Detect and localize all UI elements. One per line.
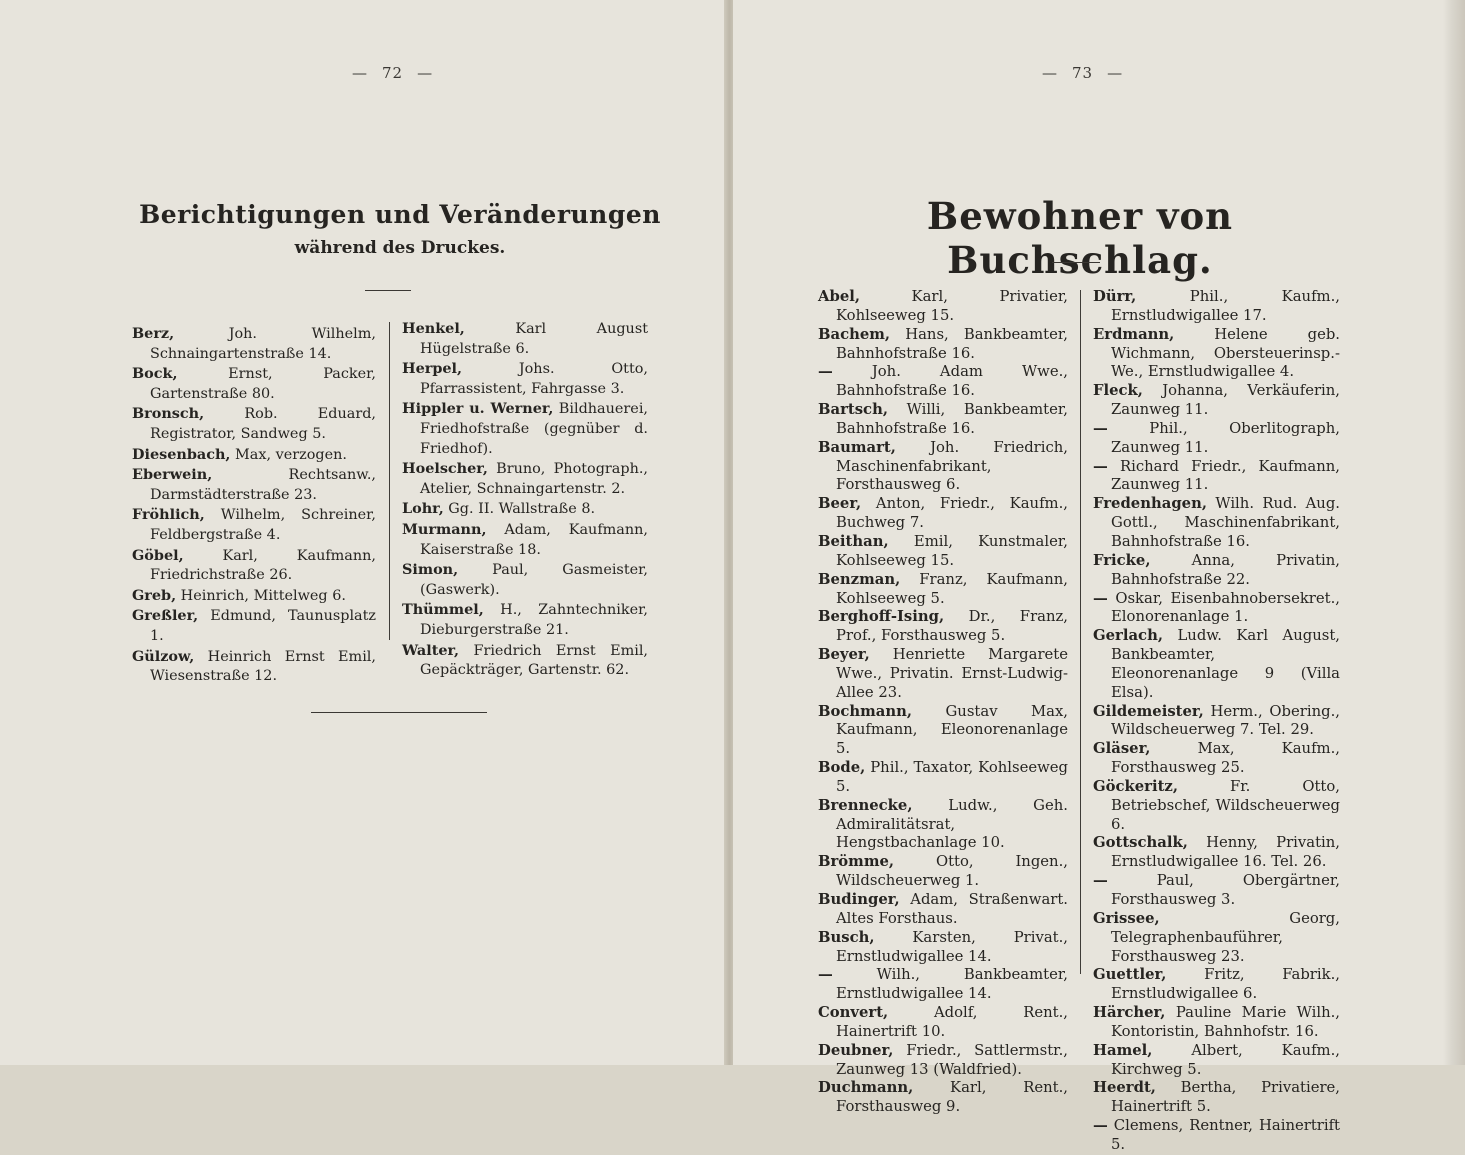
entry-name: Hamel, <box>1093 1041 1153 1059</box>
entry-name: Bachem, <box>818 325 891 343</box>
entry-name: — <box>1093 1117 1108 1135</box>
directory-entry <box>1093 1079 1340 1117</box>
directory-entry <box>1093 382 1340 420</box>
entry-name: Greb, <box>132 586 177 604</box>
directory-entry <box>402 499 648 520</box>
entry-details: Bruno, Photograph., Atelier, Schnaingartenstr. 2. <box>420 461 648 497</box>
directory-entry <box>818 853 1068 891</box>
entry-name: Grissee, <box>1093 909 1160 927</box>
entry-name: Herpel, <box>402 360 463 378</box>
directory-entry <box>402 641 648 681</box>
entry-details: Wilh., Bankbeamter, Ernstludwigallee 14. <box>832 966 1068 1003</box>
entry-details: Rechtsanw., Darmstädterstraße 23. <box>150 467 376 503</box>
entry-details: Dr., Franz, Prof., Forsthausweg 5. <box>836 608 1068 645</box>
directory-entry <box>818 646 1068 703</box>
entry-details: Oskar, Eisenbahnobersekret., Elonorenanlage 1. <box>1107 589 1340 626</box>
entry-name: Fleck, <box>1093 382 1143 400</box>
directory-entry <box>402 600 648 640</box>
directory-entry <box>1093 703 1340 741</box>
entry-details: Ernst, Packer, Gartenstraße 80. <box>150 366 376 402</box>
entry-details: Henny, Privatin, Ernstludwigallee 16. Tel. 26. <box>1111 834 1340 871</box>
entry-details: Fritz, Fabrik., Ernstludwigallee 6. <box>1111 966 1340 1003</box>
entry-name: Eberwein, <box>132 466 213 484</box>
entry-name: Greßler, <box>132 607 199 625</box>
directory-entry <box>1093 627 1340 702</box>
entry-details: Gg. II. Wallstraße 8. <box>443 501 596 518</box>
entry-details: Rob. Eduard, Registrator, Sandweg 5. <box>150 406 376 442</box>
entry-name: — <box>1093 419 1108 437</box>
page-number-72: — 72 — <box>352 64 434 82</box>
directory-entry <box>818 401 1068 439</box>
entry-details: Karl, Privatier, Kohlseeweg 15. <box>836 288 1068 324</box>
entry-name: — <box>1093 872 1108 890</box>
directory-entry <box>402 459 648 499</box>
entry-name: Erdmann, <box>1093 325 1175 343</box>
entry-name: Gottschalk, <box>1093 834 1188 852</box>
directory-entry <box>818 288 1068 326</box>
entry-name: Gerlach, <box>1093 627 1163 645</box>
entry-details: Emil, Kunstmaler, Kohlseeweg 15. <box>836 532 1068 569</box>
entries-column-2 <box>402 319 648 681</box>
entry-details: Ludw. Karl August, Bankbeamter, Eleonorenanlage 9 (Villa Elsa). <box>1111 627 1340 701</box>
entry-name: Gläser, <box>1093 740 1151 758</box>
directory-entry <box>402 520 648 560</box>
entry-details: Ludw., Geh. Admiralitätsrat, Hengstbachanlage 10. <box>836 796 1068 852</box>
directory-entry <box>402 560 648 600</box>
directory-entry <box>1093 1004 1340 1042</box>
entry-details: Henriette Margarete Wwe., Privatin. Ernst-Ludwig-Allee 23. <box>836 646 1068 701</box>
entry-name: Guettler, <box>1093 966 1167 984</box>
entry-details: Phil., Taxator, Kohlseeweg 5. <box>836 759 1068 795</box>
directory-entry <box>818 797 1068 854</box>
directory-entry <box>818 326 1068 364</box>
entry-name: Benzman, <box>818 570 901 588</box>
entry-details: Paul, Gasmeister, (Gaswerk). <box>420 562 648 598</box>
entry-details: Friedr., Sattlermstr., Zaunweg 13 (Waldfried). <box>836 1041 1068 1078</box>
column-divider <box>389 322 390 640</box>
entry-details: Bildhauerei, Friedhofstraße (gegnüber d. Friedhof). <box>420 401 648 457</box>
entry-name: Beer, <box>818 495 862 513</box>
directory-entry <box>132 404 376 444</box>
entry-name: Bock, <box>132 365 178 383</box>
entry-details: Fr. Otto, Betriebschef, Wildscheuerweg 6. <box>1111 777 1340 833</box>
directory-entry <box>818 363 1068 401</box>
directory-entry <box>1093 966 1340 1004</box>
entry-name: Lohr, <box>402 500 444 518</box>
entry-details: Karl August Hügelstraße 6. <box>420 321 648 357</box>
entry-name: Budinger, <box>818 891 900 908</box>
directory-entry <box>1093 590 1340 628</box>
directory-entry <box>818 495 1068 533</box>
directory-entry <box>132 445 376 466</box>
entry-name: Busch, <box>818 928 875 946</box>
entry-name: Bode, <box>818 759 866 777</box>
entry-details: Anton, Friedr., Kaufm., Buchweg 7. <box>836 495 1068 532</box>
entry-details: Willi, Bankbeamter, Bahnhofstraße 16. <box>836 401 1068 437</box>
entry-name: Gülzow, <box>132 647 195 665</box>
entry-details: Clemens, Rentner, Hainertrift 5. <box>1107 1117 1340 1153</box>
entry-details: Gustav Max, Kaufmann, Eleonorenanlage 5. <box>836 702 1068 758</box>
entry-details: Edmund, Taunusplatz 1. <box>150 608 376 644</box>
column-divider-right <box>1080 290 1081 974</box>
entry-name: Bronsch, <box>132 405 205 423</box>
directory-entry <box>818 1079 1068 1117</box>
entry-name: Abel, <box>818 288 861 305</box>
entry-details: Karl, Kaufmann, Friedrichstraße 26. <box>150 547 376 584</box>
entry-name: Göckeritz, <box>1093 777 1178 795</box>
directory-entry <box>818 891 1068 929</box>
entry-name: Fredenhagen, <box>1093 495 1207 513</box>
page-heading-right: Bewohner von Buchschlag. <box>926 194 1234 282</box>
directory-entry <box>1093 458 1340 496</box>
heading-rule <box>365 290 411 291</box>
page-number-73: — 73 — <box>1042 64 1124 82</box>
entry-details: Karl, Rent., Forsthausweg 9. <box>836 1079 1068 1116</box>
entry-details: Franz, Kaufmann, Kohlseeweg 5. <box>836 570 1068 607</box>
entries-column-3 <box>818 288 1068 1117</box>
entry-name: Murmann, <box>402 520 487 538</box>
entry-name: Diesenbach, <box>132 445 231 463</box>
entry-name: Gildemeister, <box>1093 702 1204 720</box>
end-rule <box>311 712 487 713</box>
entry-name: Beyer, <box>818 646 870 664</box>
entry-details: Joh. Adam Wwe., Bahnhofstraße 16. <box>832 363 1068 400</box>
page-edge <box>1443 0 1465 1065</box>
entry-details: Phil., Oberlitograph, Zaunweg 11. <box>1107 419 1340 456</box>
entry-details: Wilhelm, Schreiner, Feldbergstraße 4. <box>150 507 376 543</box>
directory-entry <box>1093 495 1340 552</box>
directory-entry <box>1093 1117 1340 1155</box>
entry-name: Brennecke, <box>818 796 913 814</box>
directory-entry <box>818 1042 1068 1080</box>
entry-name: Hippler u. Werner, <box>402 400 554 418</box>
directory-entry <box>1093 910 1340 967</box>
directory-entry <box>1093 872 1340 910</box>
directory-entry <box>818 966 1068 1004</box>
entry-details: H., Zahntechniker, Dieburgerstraße 21. <box>420 602 648 638</box>
entry-details: Hans, Bankbeamter, Bahnhofstraße 16. <box>836 325 1068 362</box>
entry-name: Heerdt, <box>1093 1079 1156 1097</box>
entry-details: Adam, Straßenwart. Altes Forsthaus. <box>836 891 1068 927</box>
entry-details: Heinrich Ernst Emil, Wiesenstraße 12. <box>150 648 376 685</box>
entry-name: — <box>818 966 833 984</box>
directory-entry <box>132 505 376 545</box>
entry-details: Max, Kaufm., Forsthausweg 25. <box>1111 740 1340 777</box>
directory-entry <box>818 571 1068 609</box>
entry-details: Bertha, Privatiere, Hainertrift 5. <box>1111 1079 1340 1116</box>
page-heading: Berichtigungen und Veränderungen <box>139 200 661 229</box>
directory-entry <box>818 439 1068 496</box>
entry-details: Helene geb. Wichmann, Obersteuerinsp.-We., Ernstludwigallee 4. <box>1111 325 1340 381</box>
entry-details: Herm., Obering., Wildscheuerweg 7. Tel. 29. <box>1111 702 1340 739</box>
directory-entry <box>818 703 1068 760</box>
directory-entry <box>1093 420 1340 458</box>
entry-details: Karsten, Privat., Ernstludwigallee 14. <box>836 928 1068 965</box>
entry-details: Johanna, Verkäuferin, Zaunweg 11. <box>1111 382 1340 419</box>
entry-details: Wilh. Rud. Aug. Gottl., Maschinenfabrikant, Bahnhofstraße 16. <box>1111 495 1340 550</box>
entry-name: Bartsch, <box>818 401 888 419</box>
directory-entry <box>818 1004 1068 1042</box>
directory-entry <box>818 608 1068 646</box>
directory-entry <box>1093 552 1340 590</box>
entry-name: Berghoff-Ising, <box>818 608 945 626</box>
entries-column-4 <box>1093 288 1340 1155</box>
entry-details: Joh. Wilhelm, Schnaingartenstraße 14. <box>150 326 376 362</box>
entry-name: Brömme, <box>818 853 895 871</box>
entry-name: Henkel, <box>402 320 465 337</box>
entry-name: Hoelscher, <box>402 460 488 478</box>
directory-entry <box>132 364 376 404</box>
directory-entry <box>1093 288 1340 326</box>
directory-entry <box>1093 778 1340 835</box>
directory-entry <box>132 324 376 364</box>
entry-name: Fricke, <box>1093 551 1151 569</box>
entry-name: Deubner, <box>818 1041 894 1059</box>
entry-name: — <box>1093 457 1108 475</box>
entry-name: Fröhlich, <box>132 506 205 524</box>
entry-details: Georg, Telegraphenbauführer, Forsthausweg 23. <box>1111 909 1340 965</box>
entry-details: Max, verzogen. <box>230 446 347 463</box>
entry-details: Adolf, Rent., Hainertrift 10. <box>836 1004 1068 1040</box>
directory-entry <box>132 546 376 586</box>
directory-entry <box>132 647 376 687</box>
directory-entry <box>132 465 376 505</box>
directory-entry <box>132 586 376 607</box>
entry-name: Härcher, <box>1093 1004 1166 1022</box>
entry-details: Richard Friedr., Kaufmann, Zaunweg 11. <box>1107 457 1340 494</box>
entry-details: Heinrich, Mittelweg 6. <box>176 587 346 604</box>
entry-name: Duchmann, <box>818 1079 914 1097</box>
directory-entry <box>1093 834 1340 872</box>
entry-name: Göbel, <box>132 546 184 564</box>
entry-details: Pauline Marie Wilh., Kontoristin, Bahnhofstr. 16. <box>1111 1004 1340 1040</box>
entry-details: Johs. Otto, Pfarrassistent, Fahrgasse 3. <box>420 361 648 397</box>
entry-details: Friedrich Ernst Emil, Gepäckträger, Gartenstr. 62. <box>420 642 648 679</box>
entry-name: Simon, <box>402 561 459 579</box>
directory-entry <box>1093 326 1340 383</box>
entry-details: Adam, Kaufmann, Kaiserstraße 18. <box>420 521 648 558</box>
entry-details: Phil., Kaufm., Ernstludwigallee 17. <box>1111 288 1340 324</box>
entry-name: Beithan, <box>818 532 889 550</box>
entry-name: Berz, <box>132 325 175 342</box>
directory-entry <box>818 759 1068 797</box>
entry-name: Thümmel, <box>402 601 484 619</box>
directory-entry <box>1093 740 1340 778</box>
left-page <box>0 0 729 1065</box>
entry-name: Baumart, <box>818 438 896 456</box>
entry-details: Paul, Obergärtner, Forsthausweg 3. <box>1107 872 1340 908</box>
directory-entry <box>402 399 648 459</box>
entry-details: Albert, Kaufm., Kirchweg 5. <box>1111 1041 1340 1078</box>
page-subheading: während des Druckes. <box>294 238 506 258</box>
directory-entry <box>132 606 376 646</box>
directory-entry <box>1093 1042 1340 1080</box>
entry-name: — <box>1093 589 1108 607</box>
entry-details: Joh. Friedrich, Maschinenfabrikant, Forsthausweg 6. <box>836 438 1068 494</box>
directory-entry <box>402 359 648 399</box>
entry-name: — <box>818 363 833 381</box>
entry-name: Convert, <box>818 1004 889 1022</box>
entry-name: Bochmann, <box>818 702 913 720</box>
directory-entry <box>402 319 648 359</box>
directory-entry <box>818 929 1068 967</box>
entry-name: Dürr, <box>1093 288 1137 305</box>
heading-rule-right <box>1052 262 1100 263</box>
directory-entry <box>818 533 1068 571</box>
entry-details: Anna, Privatin, Bahnhofstraße 22. <box>1111 551 1340 588</box>
entry-details: Otto, Ingen., Wildscheuerweg 1. <box>836 853 1068 890</box>
entries-column-1 <box>132 324 376 687</box>
entry-name: Walter, <box>402 641 460 659</box>
